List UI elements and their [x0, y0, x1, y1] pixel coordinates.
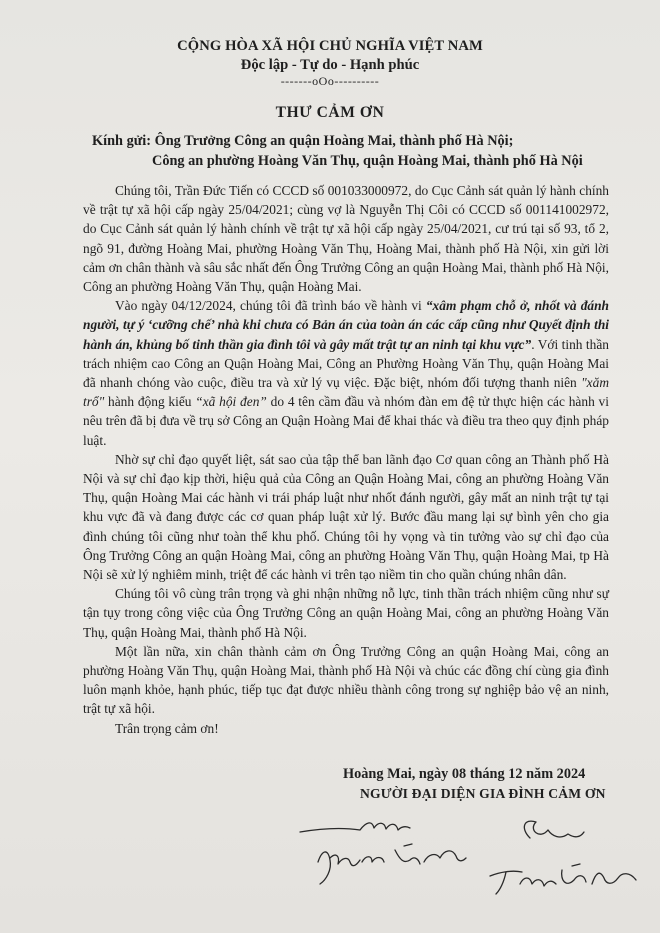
- letter-title: THƯ CẢM ƠN: [275, 104, 385, 121]
- paragraph-2-text: do 4 tên cầm đầu và nhóm đàn em đệ tử thực hiện các hành vi nêu trên đã bị đưa về trụ sở Công an Quận Hoàng Mai để khai thác và điều tra theo quy định pháp luật.: [83, 394, 609, 448]
- paragraph-2-quote: “xâm phạm chỗ ở, nhốt và đánh người, tự ý ‘cưỡng chế’ nhà khi chưa có Bản án của toàn án các cấp cũng như Quyết định thi hành án, khủng bố tinh thần gia đình tôi và gây mất trật tự an ninh tại khu vực”: [83, 298, 609, 352]
- signature-mark-left: [300, 823, 410, 832]
- signature-name-left: [318, 844, 466, 884]
- place-and-date: Hoàng Mai, ngày 08 tháng 12 năm 2024: [343, 766, 586, 782]
- paragraph-2-text: . Với tinh thần trách nhiệm cao Công an Quận Hoàng Mai, Công an Phường Hoàng Văn Thụ, quận Hoàng Mai đã nhanh chóng vào cuộc, điều tra và xử lý vụ việc. Đặc biệt, nhóm đối tượng thanh niên: [83, 336, 609, 391]
- representative-title: NGƯỜI ĐẠI DIỆN GIA ĐÌNH CẢM ƠN: [360, 786, 606, 801]
- recipient-line-1: Kính gửi: Ông Trưởng Công an quận Hoàng Mai, thành phố Hà Nội;: [92, 133, 514, 149]
- paragraph-2-text: hành động kiểu: [104, 394, 196, 410]
- signature-name-right: [490, 864, 636, 894]
- letter-body: [83, 178, 609, 738]
- paragraph-2-text: Vào ngày 04/12/2024, chúng tôi đã trình báo về hành vi: [115, 298, 426, 314]
- paragraph-2: [83, 296, 609, 450]
- recipient-line-2: Công an phường Hoàng Văn Thụ, quận Hoàng Mai, thành phố Hà Nội: [152, 153, 583, 169]
- paragraph-4: Chúng tôi vô cùng trân trọng và ghi nhận những nỗ lực, tinh thần trách nhiệm cũng như sự tận tụy trong công việc của Ông Trưởng Công an quận Hoàng Mai, công an phường Hoàng Văn Thụ, quận Hoàng Mai, thành phố Hà Nội.: [83, 586, 609, 640]
- paragraph-3: Nhờ sự chỉ đạo quyết liệt, sát sao của tập thể ban lãnh đạo Cơ quan công an Thành phố Hà Nội và sự chỉ đạo kịp thời, hiệu quả của Công an Quận Hoàng Mai, công an phường Hoàng Văn Thụ, quận Hoàng Mai các hành vi trái pháp luật như nhốt đánh người, gây mất an ninh trật tự tại khu vực đã và đang được các cơ quan pháp luật xử lý. Bước đầu mang lại sự bình yên cho gia đình chúng tôi cũng như toàn thể khu phố. Chúng tôi hy vọng và tin tưởng vào sự chỉ đạo của Ông Trưởng Công an quận Hoàng Mai, công an phường Hoàng Văn Thụ, quận Hoàng Mai, tp Hà Nội sẽ xử lý nghiêm minh, triệt để các hành vi trên tạo niềm tin cho quần chúng nhân dân.: [83, 451, 609, 583]
- paragraph-2-term: "xăm trổ": [83, 375, 609, 410]
- paragraph-2-term: “xã hội đen”: [195, 394, 267, 410]
- paragraph-1: Chúng tôi, Trần Đức Tiến có CCCD số 001033000972, do Cục Cảnh sát quản lý hành chính về trật tự xã hội cấp ngày 25/04/2021; cùng vợ là Nguyễn Thị Côi có CCCD số 001141002972, do Cục Cảnh sát quản lý hành chính về trật tự xã hội cấp ngày 25/04/2021, cư trú tại số 93, tổ 2, ngõ 91, đường Hoàng Mai, phường Hoàng Văn Thụ, Hoàng Mai, thành phố Hà Nội, xin gửi lời cảm ơn chân thành và sâu sắc nhất đến Ông Trưởng Công an quận Hoàng Mai, thành phố Hà Nội, Công an phường Hoàng Văn Thụ, quận Hoàng Mai.: [83, 183, 609, 295]
- national-title: CỘNG HÒA XÃ HỘI CHỦ NGHĨA VIỆT NAM: [177, 38, 483, 54]
- header-divider: -------oOo----------: [280, 74, 380, 88]
- paragraph-6: Trân trọng cảm ơn!: [115, 720, 219, 736]
- paragraph-5: Một lần nữa, xin chân thành cảm ơn Ông Trưởng Công an quận Hoàng Mai, công an phường Hoàng Văn Thụ, quận Hoàng Mai, thành phố Hà Nội và chúc các đồng chí cùng gia đình luôn mạnh khỏe, hạnh phúc, tiếp tục đạt được nhiều thành công trong sự nghiệp bảo vệ an ninh, trật tự xã hội.: [83, 643, 609, 717]
- national-motto: Độc lập - Tự do - Hạnh phúc: [240, 57, 420, 73]
- signature-mark-right: [524, 821, 584, 838]
